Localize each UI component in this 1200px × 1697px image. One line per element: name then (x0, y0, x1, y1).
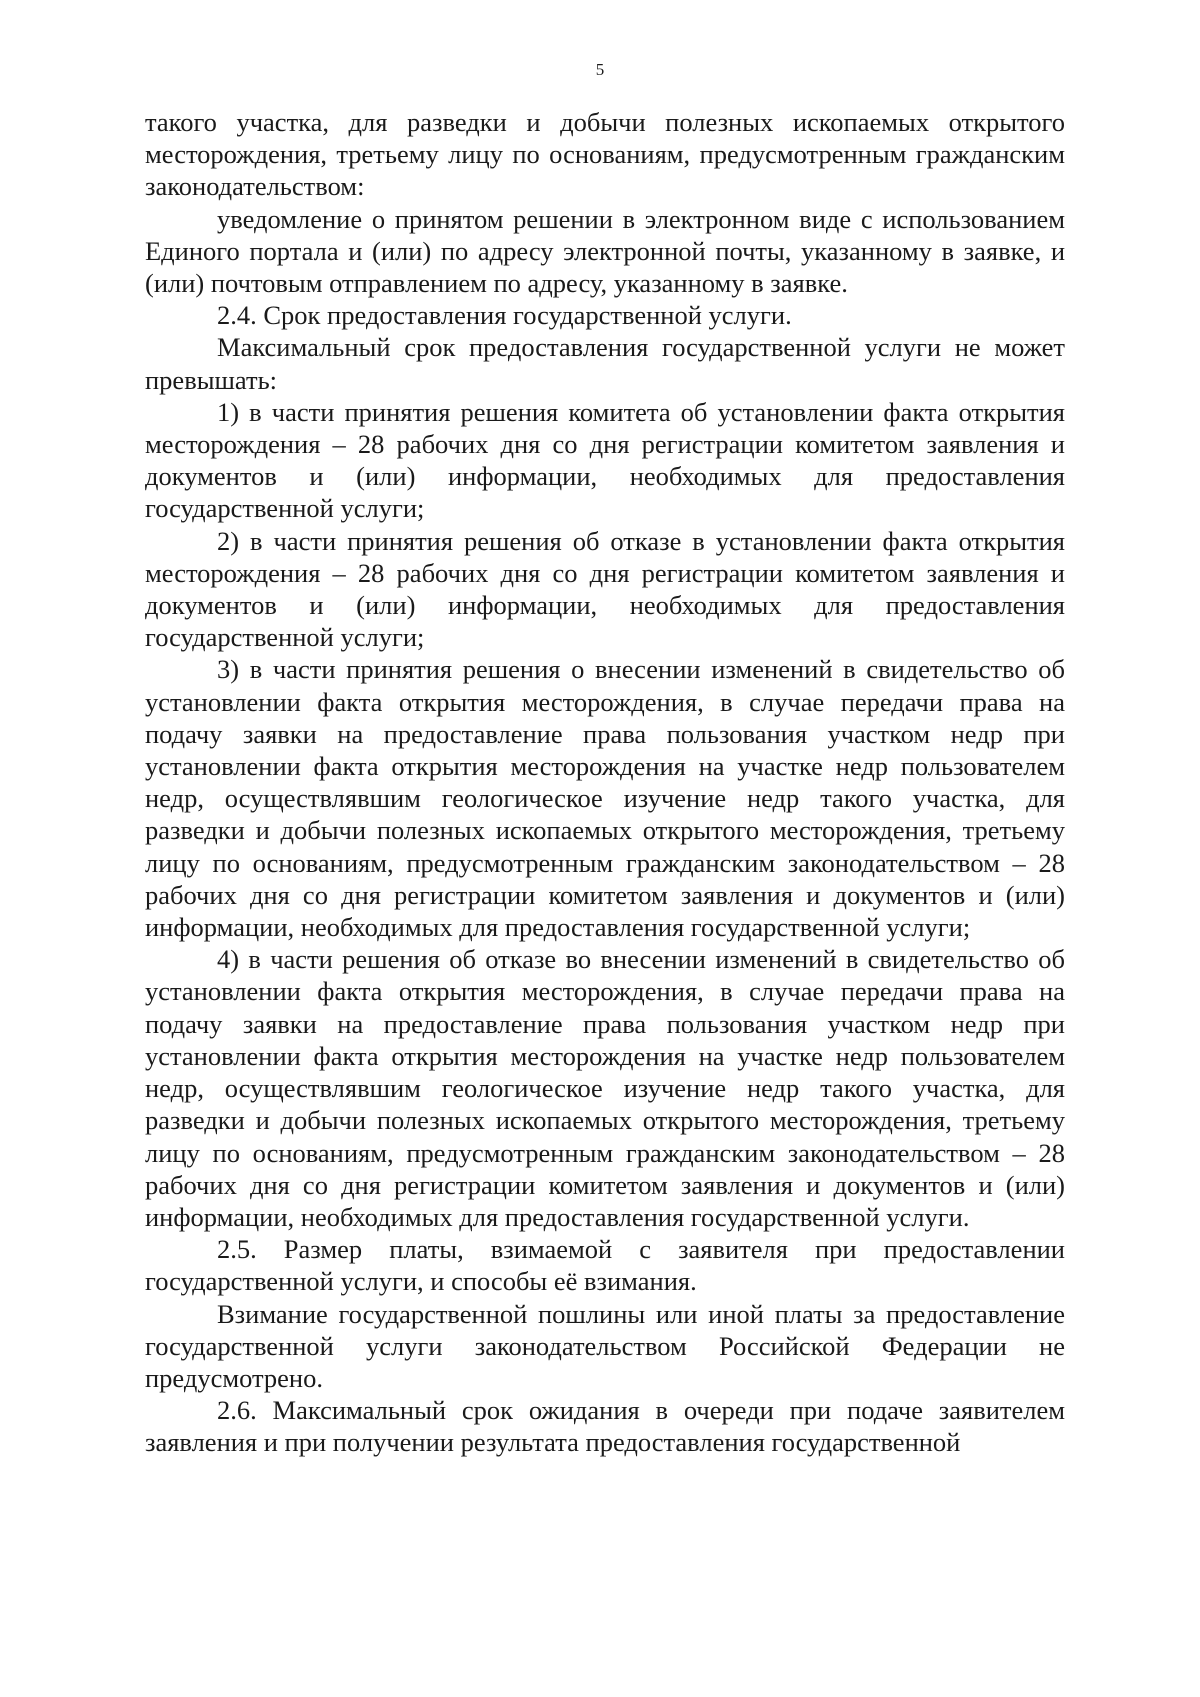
list-item-3: 3) в части принятия решения о внесении изменений в свидетельство об установлении факта открытия месторождения, в случае передачи права на подачу заявки на предоставление права пользования участком недр при установлении факта открытия месторождения на участке недр пользователем недр, осуществлявшим геологическое изучение недр такого участка, для разведки и добычи полезных ископаемых открытого месторождения, третьему лицу по основаниям, предусмотренным гражданским законодательством – 28 рабочих дня со дня регистрации комитетом заявления и документов и (или) информации, необходимых для предоставления государственной услуги; (145, 654, 1065, 943)
section-heading-2-4: 2.4. Срок предоставления государственной услуги. (217, 300, 792, 331)
paragraph-max-term: Максимальный срок предоставления государственной услуги не может превышать: (145, 332, 1065, 395)
paragraph-notification: уведомление о принятом решении в электронном виде с использованием Единого портала и (или) по адресу электронной почты, указанному в заявке, и (или) почтовым отправлением по адресу, указанному в заявке. (145, 203, 1065, 299)
list-item-4: 4) в части решения об отказе во внесении изменений в свидетельство об установлении факта открытия месторождения, в случае передачи права на подачу заявки на предоставление права пользования участком недр при установлении факта открытия месторождения на участке недр пользователем недр, осуществлявшим геологическое изучение недр такого участка, для разведки и добычи полезных ископаемых открытого месторождения, третьему лицу по основаниям, предусмотренным гражданским законодательством – 28 рабочих дня со дня регистрации комитетом заявления и документов и (или) информации, необходимых для предоставления государственной услуги. (145, 944, 1065, 1232)
paragraph-continuation: такого участка, для разведки и добычи полезных ископаемых открытого месторождения, третьему лицу по основаниям, предусмотренным гражданским законодательством: (145, 107, 1065, 202)
paragraph-fee: Взимание государственной пошлины или иной платы за предоставление государственной услуги законодательством Российской Федерации не предусмотрено. (145, 1298, 1065, 1393)
list-item-1: 1) в части принятия решения комитета об установлении факта открытия месторождения – 28 рабочих дня со дня регистрации комитетом заявления и документов и (или) информации, необходимых для предоставления государственной услуги; (145, 396, 1065, 524)
document-body (145, 106, 1065, 1459)
section-heading-2-5: 2.5. Размер платы, взимаемой с заявителя при предоставлении государственной услуги, и способы её взимания. (145, 1234, 1065, 1297)
page-number: 5 (595, 60, 605, 79)
section-heading-2-6: 2.6. Максимальный срок ожидания в очереди при подаче заявителем заявления и при получении результата предоставления государственной (145, 1395, 1065, 1458)
list-item-2: 2) в части принятия решения об отказе в установлении факта открытия месторождения – 28 рабочих дня со дня регистрации комитетом заявления и документов и (или) информации, необходимых для предоставления государственной услуги; (145, 525, 1065, 653)
